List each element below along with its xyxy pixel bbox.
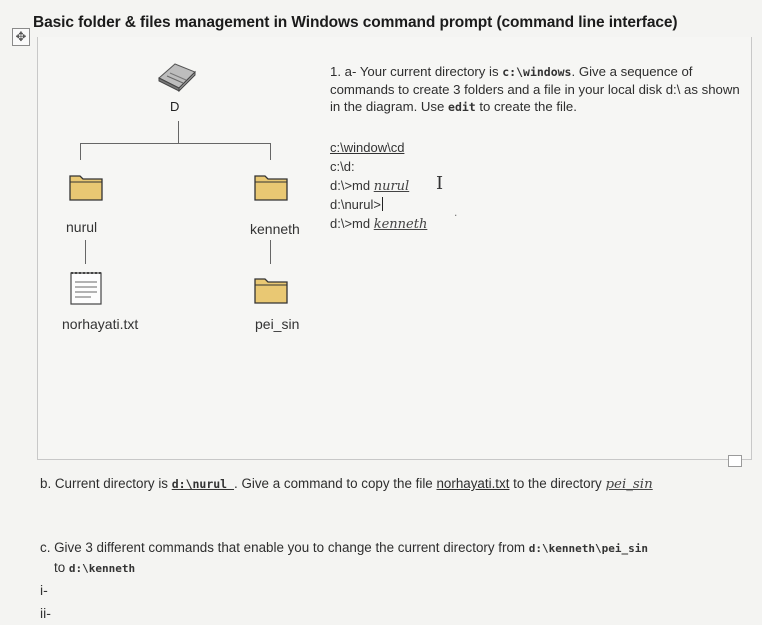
answer-line-text: d:\>md: [330, 178, 374, 193]
move-handle-icon[interactable]: ✥: [12, 28, 30, 46]
text-cursor-icon: I: [436, 173, 444, 194]
folder-icon-nurul: [68, 170, 104, 202]
stray-mark: .: [454, 205, 458, 219]
folder-icon-kenneth: [253, 170, 289, 202]
question-c-text: to: [54, 560, 69, 575]
edit-command-code: edit: [448, 100, 476, 114]
page-title: Basic folder & files management in Windows command prompt (command line interface): [33, 14, 678, 31]
tree-connector: [85, 240, 86, 264]
drive-label: D: [170, 99, 180, 114]
answer-line: [330, 176, 427, 195]
answer-i-label[interactable]: i-: [40, 582, 48, 598]
current-dir-code: c:\windows: [502, 65, 572, 79]
folder-label-kenneth: kenneth: [250, 221, 300, 237]
answer-line: [330, 157, 427, 176]
question-c-to-dir: d:\kenneth: [68, 562, 136, 575]
question-c-text: c. Give 3 different commands that enable you to change the current directory from: [40, 540, 529, 555]
answer-line: [330, 195, 427, 214]
answer-ii-label[interactable]: ii-: [40, 605, 51, 621]
handwritten-answer: nurul: [373, 179, 410, 194]
folder-label-nurul: nurul: [66, 219, 98, 235]
question-b-target: pei_sin: [605, 477, 653, 492]
question-b-dir-code: d:\nurul: [171, 477, 235, 491]
question-a-text: to create the file.: [475, 99, 577, 114]
hard-drive-icon: [157, 62, 197, 92]
question-b-text: to the directory: [509, 476, 606, 491]
resize-handle-icon[interactable]: [728, 455, 742, 467]
tree-connector: [270, 143, 271, 160]
tree-connector: [178, 121, 179, 143]
question-b: [40, 476, 653, 492]
answer-line-text: c:\window\cd: [330, 140, 405, 155]
question-a: [330, 63, 740, 116]
text-caret: [382, 197, 383, 211]
question-c-from-dir: d:\kenneth\pei_sin: [528, 542, 648, 555]
tree-connector: [270, 240, 271, 264]
handwritten-answer: kenneth: [373, 217, 428, 232]
text-file-icon: [69, 270, 103, 306]
answer-line: [330, 138, 427, 157]
question-c: [40, 538, 740, 578]
answer-line-text: c:\d:: [330, 159, 355, 174]
question-b-text: . Give a command to copy the file: [234, 476, 437, 491]
question-b-text: b. Current directory is: [40, 476, 172, 491]
answer-area[interactable]: [330, 138, 427, 233]
folder-icon-pei-sin: [253, 273, 289, 305]
file-label-norhayati: norhayati.txt: [62, 316, 139, 332]
question-a-text: 1. a- Your current directory is: [330, 64, 503, 79]
question-b-file: norhayati.txt: [436, 476, 510, 491]
answer-line: [330, 214, 427, 233]
answer-line-text: d:\nurul>: [330, 197, 381, 212]
folder-label-pei-sin: pei_sin: [255, 316, 300, 332]
answer-line-text: d:\>md: [330, 216, 374, 231]
tree-connector: [80, 143, 81, 160]
tree-connector: [80, 143, 270, 144]
question-a-text: . Give a sequence of commands to create 3 folders and a file in your local disk d:\ as shown in the diagram. Use: [330, 64, 740, 114]
